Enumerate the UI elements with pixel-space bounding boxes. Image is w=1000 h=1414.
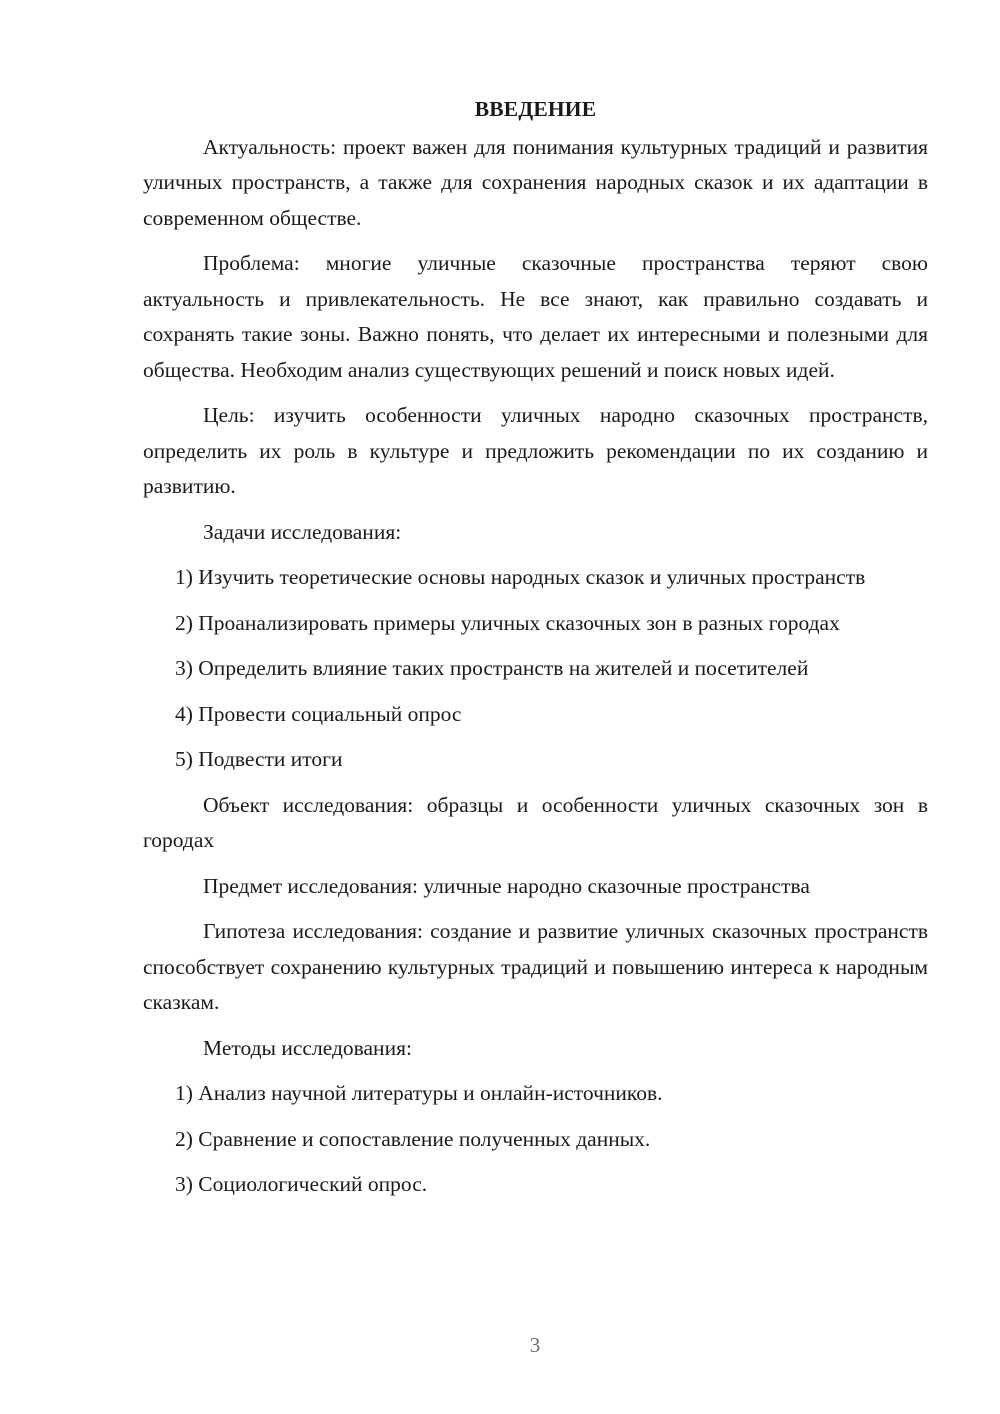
- task-item-2: 2) Проанализировать примеры уличных сказочных зон в разных городах: [175, 610, 840, 635]
- task-item-3: 3) Определить влияние таких пространств на жителей и посетителей: [175, 656, 809, 680]
- method-item-1: 1) Анализ научной литературы и онлайн-источников.: [175, 1081, 663, 1105]
- relevance-paragraph: Актуальность: проект важен для понимания культурных традиций и развития уличных пространств, а также для сохранения народных сказок и их адаптации в современном обществе.: [143, 134, 928, 230]
- task-item-1: 1) Изучить теоретические основы народных сказок и уличных пространств: [175, 565, 866, 589]
- document-page: [143, 92, 928, 1213]
- method-item-3: 3) Социологический опрос.: [175, 1172, 428, 1196]
- object-paragraph: Объект исследования: образцы и особенности уличных сказочных зон в городах: [143, 792, 928, 852]
- subject-paragraph: Предмет исследования: уличные народно сказочные пространства: [203, 873, 810, 898]
- page-number: 3: [529, 1333, 541, 1357]
- methods-heading: Методы исследования:: [203, 1035, 412, 1060]
- problem-paragraph: Проблема: многие уличные сказочные пространства теряют свою актуальность и привлекательность. Не все знают, как правильно создавать и сохранять такие зоны. Важно понять, что делает их интересными и полезными для общества. Необходим анализ существующих решений и поиск новых идей.: [143, 251, 928, 382]
- task-item-5: 5) Подвести итоги: [175, 747, 343, 771]
- page-title: ВВЕДЕНИЕ: [474, 97, 597, 121]
- goal-paragraph: Цель: изучить особенности уличных народно сказочных пространств, определить их роль в культуре и предложить рекомендации по их созданию и развитию.: [143, 403, 928, 498]
- tasks-heading: Задачи исследования:: [203, 519, 402, 544]
- hypothesis-paragraph: Гипотеза исследования: создание и развитие уличных сказочных пространств способствует сохранению культурных традиций и повышению интереса к народным сказкам.: [143, 919, 928, 1014]
- method-item-2: 2) Сравнение и сопоставление полученных данных.: [175, 1126, 651, 1151]
- task-item-4: 4) Провести социальный опрос: [175, 701, 462, 726]
